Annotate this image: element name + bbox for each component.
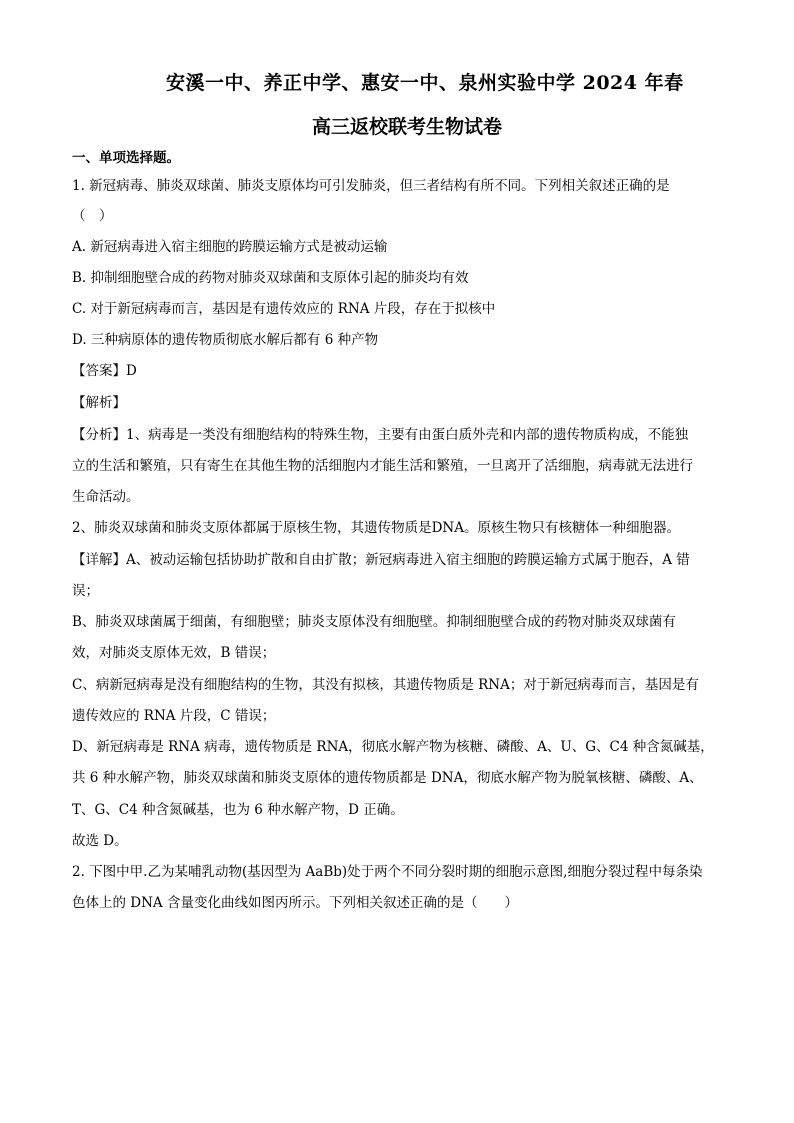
q1-detail-b1: B、肺炎双球菌属于细菌，有细胞壁；肺炎支原体没有细胞壁。抑制细胞壁合成的药物对肺炎双球菌有: [72, 614, 676, 630]
section-heading: 一、单项选择题。: [72, 150, 180, 166]
q1-option-b: B. 抑制细胞壁合成的药物对肺炎双球菌和支原体引起的肺炎均有效: [72, 270, 469, 286]
q1-stem-line2: （ ）: [72, 208, 113, 224]
q1-stem-line1: 1. 新冠病毒、肺炎双球菌、肺炎支原体均可引发肺炎，但三者结构有所不同。下列相关叙述正确的是: [72, 178, 670, 194]
q1-analysis-2: 2、肺炎双球菌和肺炎支原体都属于原核生物，其遗传物质是DNA。原核生物只有核糖体一种细胞器。: [72, 520, 680, 536]
q1-detail-d2: 共 6 种水解产物，肺炎双球菌和肺炎支原体的遗传物质都是 DNA，彻底水解产物为脱氧核糖、磷酸、A、: [72, 770, 703, 786]
q1-answer: 【答案】D: [72, 363, 137, 379]
q1-detail-a2: 误；: [72, 583, 99, 599]
q1-detail-a1: 【详解】A、被动运输包括协助扩散和自由扩散；新冠病毒进入宿主细胞的跨膜运输方式属于胞吞，A 错: [72, 552, 690, 568]
q1-analysis-1a: 【分析】1、病毒是一类没有细胞结构的特殊生物，主要有由蛋白质外壳和内部的遗传物质构成，不能独: [72, 427, 689, 443]
q1-detail-c1: C、病新冠病毒是没有细胞结构的生物，其没有拟核，其遗传物质是 RNA；对于新冠病毒而言，基因是有: [72, 677, 699, 693]
exam-title-line2: 高三返校联考生物试卷: [311, 116, 502, 138]
q1-analysis-1c: 生命活动。: [72, 489, 140, 505]
q1-option-d: D. 三种病原体的遗传物质彻底水解后都有 6 种产物: [72, 332, 379, 348]
q1-detail-c2: 遗传效应的 RNA 片段，C 错误；: [72, 708, 276, 724]
q1-analysis-1b: 立的生活和繁殖，只有寄生在其他生物的活细胞内才能生活和繁殖，一旦离开了活细胞，病毒就无法进行: [72, 458, 693, 474]
q1-detail-d3: T、G、C4 种含氮碱基，也为 6 种水解产物，D 正确。: [72, 802, 404, 818]
q1-option-a: A. 新冠病毒进入宿主细胞的跨膜运输方式是被动运输: [72, 239, 388, 255]
q1-detail-b2: 效，对肺炎支原体无效，B 错误；: [72, 645, 276, 661]
q2-stem-line1: 2. 下图中甲.乙为某哺乳动物(基因型为 AaBb)处于两个不同分裂时期的细胞示意图,细胞分裂过程中每条染: [72, 864, 703, 880]
q1-detail-d1: D、新冠病毒是 RNA 病毒，遗传物质是 RNA，彻底水解产物为核糖、磷酸、A、U、G、C4 种含氮碱基，: [72, 739, 714, 755]
exam-title-line1: 安溪一中、养正中学、惠安一中、泉州实验中学 2024 年春: [166, 72, 684, 94]
q1-option-c: C. 对于新冠病毒而言，基因是有遗传效应的 RNA 片段，存在于拟核中: [72, 301, 496, 317]
q2-stem-line2: 色体上的 DNA 含量变化曲线如图丙所示。下列相关叙述正确的是（ ）: [72, 895, 518, 911]
q1-conclusion: 故选 D。: [72, 833, 128, 849]
q1-analysis-label: 【解析】: [72, 395, 126, 411]
